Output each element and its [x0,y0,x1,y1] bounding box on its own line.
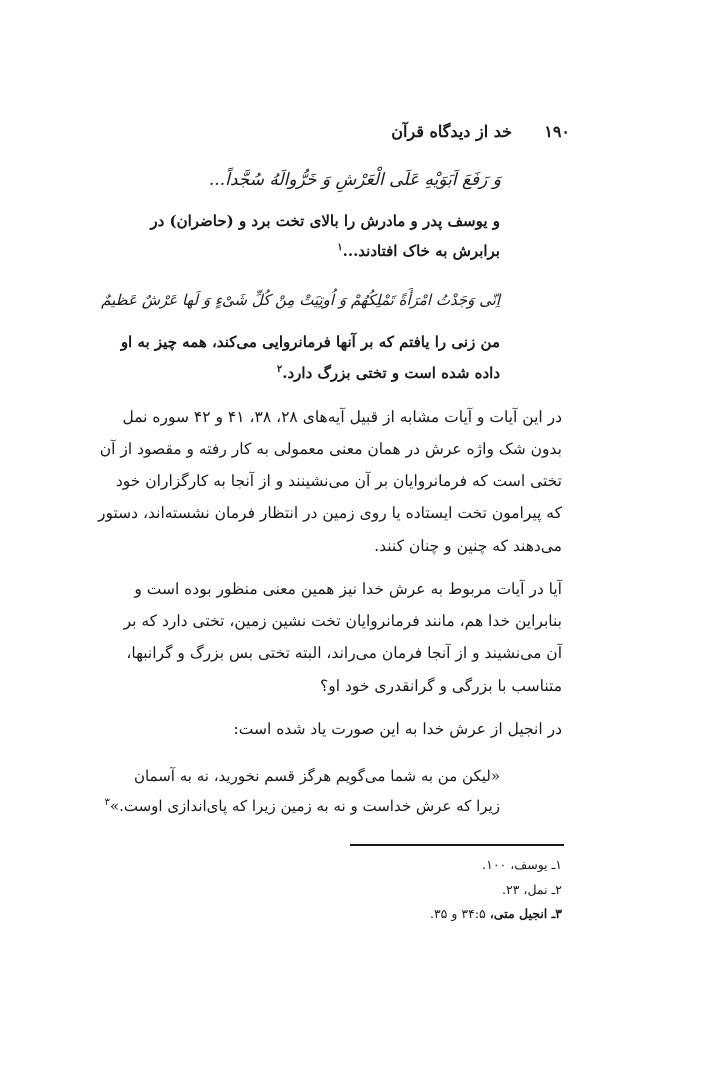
running-header [160,122,570,148]
translation-2-line-2: داده شده است و تختی بزرگ دارد.$^۲$ [276,364,500,382]
footnote-1: ۱ـ یوسف، ۱۰۰. [482,857,562,872]
paragraph-2-line-4: متناسب با بزرگی و گرانقدری خود او؟ [320,677,562,695]
paragraph-1-line-3: تختی است که فرمانروایان بر آن می‌نشینند و از آنجا به کارگزاران خود [115,472,562,490]
paragraph-1-line-2: بدون شک واژه عرش در همان معنی معمولی به کار رفته و مقصود از آن [99,440,562,458]
running-title: خد از دیدگاه قرآن [391,122,512,141]
gospel-quote-line-2: زیرا که عرش خداست و نه به زمین زیرا که پای‌اندازی اوست.»$^۳$ [104,797,500,815]
paragraph-1-line-5: می‌دهند که چنین و چنان کنند. [374,537,562,555]
quran-verse-1: وَ رَفَعَ اَبَوَیْهِ عَلَی الْعَرْشِ وَ خَرُّوالَهُ سُجَّداً... [208,170,501,190]
translation-1-line-2: برابرش به خاک افتادند...$^۱$ [337,242,500,260]
footnote-ref-1: ۱ [337,242,343,253]
gospel-quote-line-1: «لیکن من به شما می‌گویم هرگز قسم نخورید، نه به آسمان [133,767,500,785]
translation-1-line-1: و یوسف پدر و مادرش را بالای تخت برد و (حاضران) در [150,212,500,230]
paragraph-2-line-3: آن می‌نشیند و از آنجا فرمان می‌راند، البته تختی بس بزرگ و گرانبها، [126,644,562,662]
paragraph-1-line-4: که پیرامون تخت ایستاده یا روی زمین در انتظار فرمان نشسته‌اند، دستور [98,504,562,522]
footnote-3 [430,906,562,921]
quran-verse-2: اِنّی وَجَدْتُ امْرَأَةً تَمْلِکُهُمْ وَ اُوتِیَتْ مِنْ کُلِّ شَیْءٍ وَ لَها عَرْشٌ عَظیمٌ [101,291,500,309]
paragraph-3-line-1: در انجیل از عرش خدا به این صورت یاد شده است: [233,720,562,738]
paragraph-2-line-2: بنابراین خدا هم، مانند فرمانروایان تخت نشین زمین، تختی دارد که بر [123,612,562,630]
footnote-2: ۲ـ نمل، ۲۳. [502,882,562,897]
translation-2-line-1: من زنی را یافتم که بر آنها فرمانروایی می‌کند، همه چیز به او [120,333,500,351]
footnote-separator [350,844,564,846]
footnote-3-ref: ۳۴:۵ و ۳۵. [429,906,490,921]
paragraph-2-line-1: آیا در آیات مربوط به عرش خدا نیز همین معنی منظور بوده است و [134,580,562,598]
footnote-ref-2: ۲ [276,364,283,375]
footnote-3-source: ۳ـ انجیل متی، [489,906,562,921]
page-number: ۱۹۰ [544,122,570,141]
footnote-ref-3: ۳ [104,797,110,808]
paragraph-1-line-1: در این آیات و آیات مشابه از قبیل آیه‌های ۲۸، ۳۸، ۴۱ و ۴۲ سوره نمل [122,408,562,426]
